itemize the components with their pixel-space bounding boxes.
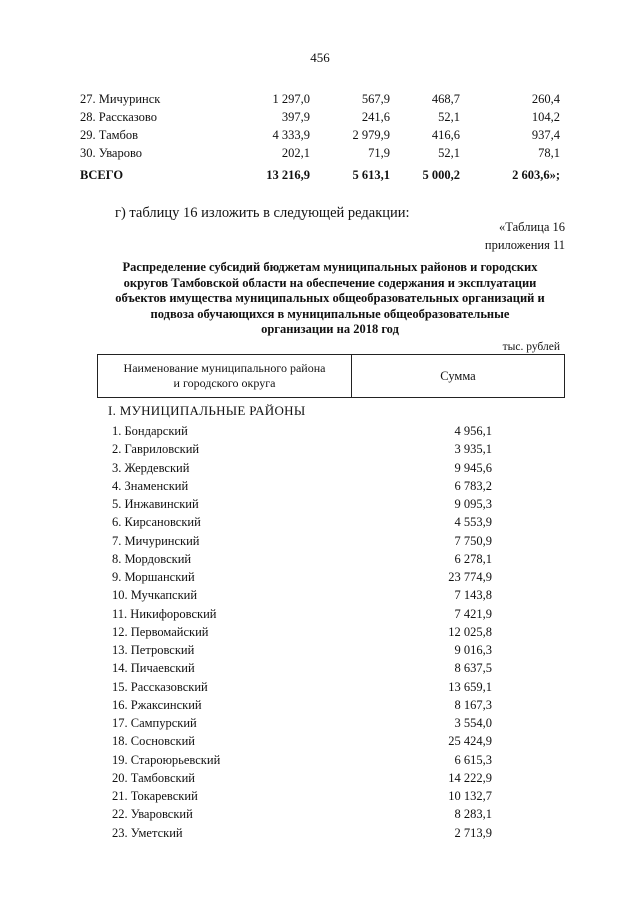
district-name: 17. Сампурский: [112, 716, 197, 730]
row-value: 2 979,9: [352, 128, 390, 142]
row-value: 1 297,0: [272, 92, 310, 106]
table-row: [112, 552, 492, 570]
district-name: 5. Инжавинский: [112, 497, 199, 511]
table-note: [485, 218, 565, 254]
table-note-line: «Таблица 16: [499, 220, 565, 234]
district-value: 7 421,9: [454, 606, 492, 621]
district-value: 12 025,8: [448, 624, 492, 639]
district-value: 4 553,9: [454, 515, 492, 530]
table-row: [112, 661, 492, 679]
title-line: организации на 2018 год: [261, 322, 399, 336]
district-name: 2. Гавриловский: [112, 442, 200, 457]
district-value: 7 143,8: [454, 588, 492, 603]
district-value: 3 554,0: [454, 716, 492, 730]
row-value: 567,9: [361, 92, 390, 106]
title-line: подвоза обучающихся в муниципальные общеобразовательные: [150, 306, 510, 321]
table-row: [112, 534, 492, 552]
district-value: 7 750,9: [454, 533, 492, 548]
district-name: 11. Никифоровский: [112, 606, 217, 621]
table-row: [80, 128, 560, 146]
total-label: ВСЕГО: [80, 168, 124, 182]
district-name: 12. Первомайский: [112, 624, 209, 639]
district-value: 6 278,1: [454, 551, 492, 566]
table-title: [100, 260, 560, 338]
table-row: [112, 625, 492, 643]
district-value: 8 283,1: [454, 807, 492, 822]
table-row: [112, 698, 492, 716]
district-value: 2 713,9: [454, 825, 492, 840]
district-name: 8. Мордовский: [112, 551, 192, 566]
table-row: [112, 479, 492, 497]
table-row: [112, 515, 492, 533]
table-note-line: приложения 11: [484, 238, 565, 252]
row-name: 27. Мичуринск: [80, 92, 161, 106]
district-value: 10 132,7: [448, 789, 492, 803]
district-name: 15. Рассказовский: [112, 679, 208, 694]
row-value: 52,1: [438, 146, 460, 160]
title-line: объектов имущества муниципальных общеобразовательных организаций и: [115, 291, 545, 305]
row-name: 30. Уварово: [80, 146, 143, 160]
title-line: Распределение субсидий бюджетам муниципальных районов и городских: [122, 260, 538, 274]
district-name: 21. Токаревский: [112, 789, 198, 803]
table-row: [112, 789, 492, 807]
total-value: 13 216,9: [266, 168, 310, 182]
district-name: 13. Петровский: [112, 643, 195, 657]
table-row: [112, 497, 492, 515]
total-value: 5 613,1: [352, 168, 390, 182]
district-name: 1. Бондарский: [112, 424, 188, 438]
total-row: [80, 168, 560, 186]
district-name: 7. Мичуринский: [112, 533, 200, 548]
row-value: 52,1: [438, 110, 460, 124]
table-row: [112, 442, 492, 460]
total-value: 5 000,2: [422, 168, 460, 182]
row-value: 260,4: [531, 92, 560, 106]
district-value: 9 095,3: [454, 497, 492, 511]
table-row: [80, 110, 560, 128]
district-value: 8 167,3: [454, 697, 492, 712]
district-value: 13 659,1: [448, 679, 492, 694]
section-title: I. МУНИЦИПАЛЬНЫЕ РАЙОНЫ: [108, 403, 306, 418]
district-value: 6 615,3: [454, 752, 492, 767]
table-row: [112, 680, 492, 698]
intro-text: г) таблицу 16 изложить в следующей редакции:: [115, 205, 410, 221]
district-name: 3. Жердевский: [112, 460, 190, 475]
row-name: 28. Рассказово: [80, 110, 157, 124]
district-name: 6. Кирсановский: [112, 515, 201, 530]
district-value: 6 783,2: [454, 478, 492, 493]
district-name: 18. Сосновский: [112, 734, 195, 749]
table-row: [112, 716, 492, 734]
header-line: Наименование муниципального района: [123, 361, 326, 375]
total-value: 2 603,6»;: [512, 168, 560, 182]
row-value: 416,6: [431, 128, 460, 142]
table-row: [80, 92, 560, 110]
table-row: [112, 826, 492, 844]
district-name: 22. Уваровский: [112, 807, 193, 822]
header-sum-column: Сумма: [440, 368, 476, 383]
district-name: 19. Староюрьевский: [112, 752, 221, 767]
district-value: 9 016,3: [454, 643, 492, 657]
row-value: 4 333,9: [272, 128, 310, 142]
district-name: 4. Знаменский: [112, 478, 189, 493]
row-value: 937,4: [531, 128, 560, 142]
row-value: 468,7: [431, 92, 460, 106]
district-name: 9. Моршанский: [112, 570, 195, 584]
row-value: 397,9: [281, 110, 310, 124]
row-value: 71,9: [368, 146, 390, 160]
table-row: [112, 734, 492, 752]
row-value: 202,1: [281, 146, 310, 160]
header-line: и городского округа: [173, 376, 276, 390]
units-label: тыс. рублей: [502, 341, 560, 353]
district-value: 3 935,1: [454, 442, 492, 457]
district-value: 9 945,6: [454, 460, 492, 475]
table-row: [112, 570, 492, 588]
table-row: [112, 424, 492, 442]
district-value: 8 637,5: [454, 661, 492, 676]
table-row: [80, 146, 560, 164]
district-name: 16. Ржаксинский: [112, 697, 202, 712]
district-value: 23 774,9: [448, 570, 492, 584]
row-value: 241,6: [361, 110, 390, 124]
district-name: 10. Мучкапский: [112, 588, 198, 603]
table-row: [112, 807, 492, 825]
row-name: 29. Тамбов: [80, 128, 139, 142]
district-value: 25 424,9: [448, 734, 492, 749]
table-header: [97, 354, 565, 398]
row-value: 78,1: [538, 146, 560, 160]
district-name: 23. Уметский: [112, 825, 183, 840]
table-row: [112, 588, 492, 606]
table-row: [112, 771, 492, 789]
district-value: 14 222,9: [448, 770, 492, 785]
page-number: 456: [310, 50, 330, 65]
table-row: [112, 643, 492, 661]
table-row: [112, 607, 492, 625]
header-name-column: [98, 355, 352, 397]
district-name: 20. Тамбовский: [112, 770, 195, 785]
table-row: [112, 461, 492, 479]
title-line: округов Тамбовской области на обеспечение содержания и эксплуатации: [123, 275, 537, 290]
district-name: 14. Пичаевский: [112, 661, 195, 676]
district-value: 4 956,1: [454, 424, 492, 438]
table-row: [112, 753, 492, 771]
row-value: 104,2: [531, 110, 560, 124]
